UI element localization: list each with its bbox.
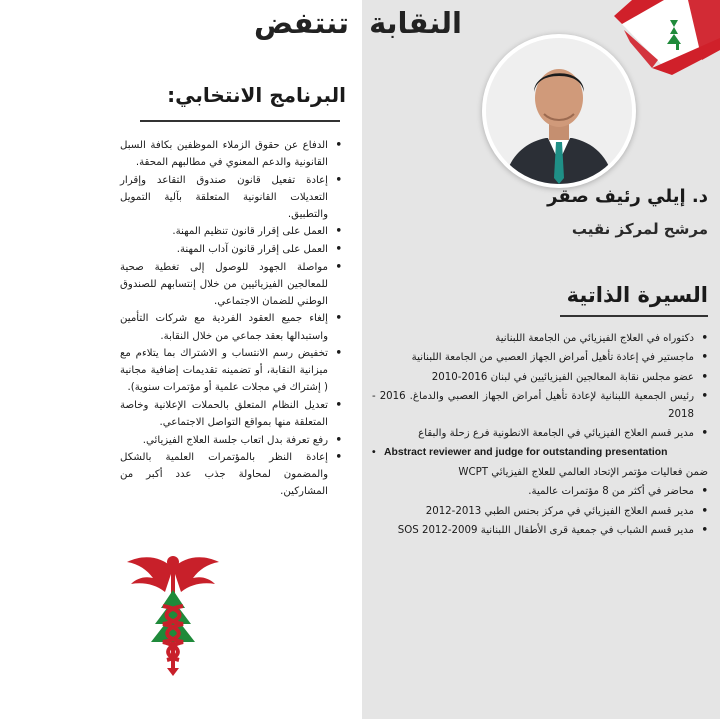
lebanon-flag-icon	[612, 0, 720, 75]
list-item: • تخفيض رسم الانتساب و الاشتراك بما يتلاءم مع ميزانية النقابة، أو تضمينه تقديمات إضافية مجانية ( إشتراك في مجلات علمية أو مؤتمرات سنوية).	[120, 345, 342, 396]
bio-title-underline	[560, 315, 708, 317]
candidate-photo	[482, 34, 636, 188]
list-item: • العمل على إقرار قانون آداب المهنة.	[120, 241, 342, 258]
bio-list	[372, 330, 708, 541]
list-item: • مواصلة الجهود للوصول إلى تغطية صحية للمعالجين الفيزيائيين من خلال إنتسابهم للصندوق الوطني للضمان الاجتماعي.	[120, 259, 342, 310]
list-item: • رفع تعرفة بدل اتعاب جلسة العلاج الفيزيائي.	[120, 432, 342, 449]
list-item: • رئيس الجمعية اللبنانية لإعادة تأهيل أمراض الجهاز العصبي والدماغ. 2016 - 2018	[372, 388, 708, 423]
list-item: • عضو مجلس نقابة المعالجين الفيزيائيين في لبنان 2016-2010	[372, 369, 708, 386]
list-item: • Abstract reviewer and judge for outstanding presentation	[372, 444, 708, 461]
candidate-name: د. إيلي رئيف صقر	[547, 186, 708, 207]
list-item: • إعادة تفعيل قانون صندوق التقاعد وإقرار التعديلات القانونية المتعلقة بآلية التمويل والتطبيق.	[120, 172, 342, 223]
program-title: البرنامج الانتخابي:	[167, 83, 346, 107]
list-item: • تعديل النظام المتعلق بالحملات الإعلانية وخاصة المتعلقة منها بمواقع التواصل الاجتماعي.	[120, 397, 342, 431]
list-item: • الدفاع عن حقوق الزملاء الموظفين بكافة السبل القانونية والدعم المعنوي في مطالبهم المحقة.	[120, 137, 342, 171]
program-list	[120, 137, 342, 501]
list-item: • العمل على إقرار قانون تنظيم المهنة.	[120, 223, 342, 240]
list-item: • دكتوراه في العلاج الفيزيائي من الجامعة اللبنانية	[372, 330, 708, 347]
list-item-continuation: ضمن فعاليات مؤتمر الإتحاد العالمي للعلاج الفيزيائي WCPT	[458, 466, 708, 478]
page-title: النقابة تنتفض	[253, 6, 462, 40]
list-item: • ماجستير في إعادة تأهيل أمراض الجهاز العصبي من الجامعة اللبنانية	[372, 349, 708, 366]
caduceus-cedar-emblem-icon	[123, 548, 223, 676]
candidate-subtitle: مرشح لمركز نقيب	[571, 220, 708, 238]
list-item: • مدير قسم الشباب في جمعية قرى الأطفال اللبنانية SOS 2012-2009	[372, 522, 708, 539]
list-item: • محاضر في أكثر من 8 مؤتمرات عالمية.	[372, 483, 708, 500]
list-item: • إعادة النظر بالمؤتمرات العلمية بالشكل والمضمون لمحاولة جذب عدد أكبر من المشاركين.	[120, 449, 342, 500]
list-item: • مدير قسم العلاج الفيزيائي في مركز بحنس الطبي 2013-2012	[372, 503, 708, 520]
bio-title: السيرة الذاتية	[566, 283, 708, 307]
list-item: • مدير قسم العلاج الفيزيائي في الجامعة الانطونية فرع زحلة والبقاع	[372, 425, 708, 442]
list-item: • إلغاء جميع العقود الفردية مع شركات التأمين واستبدالها بعقد جماعي من خلال النقابة.	[120, 310, 342, 344]
program-title-underline	[140, 120, 340, 122]
